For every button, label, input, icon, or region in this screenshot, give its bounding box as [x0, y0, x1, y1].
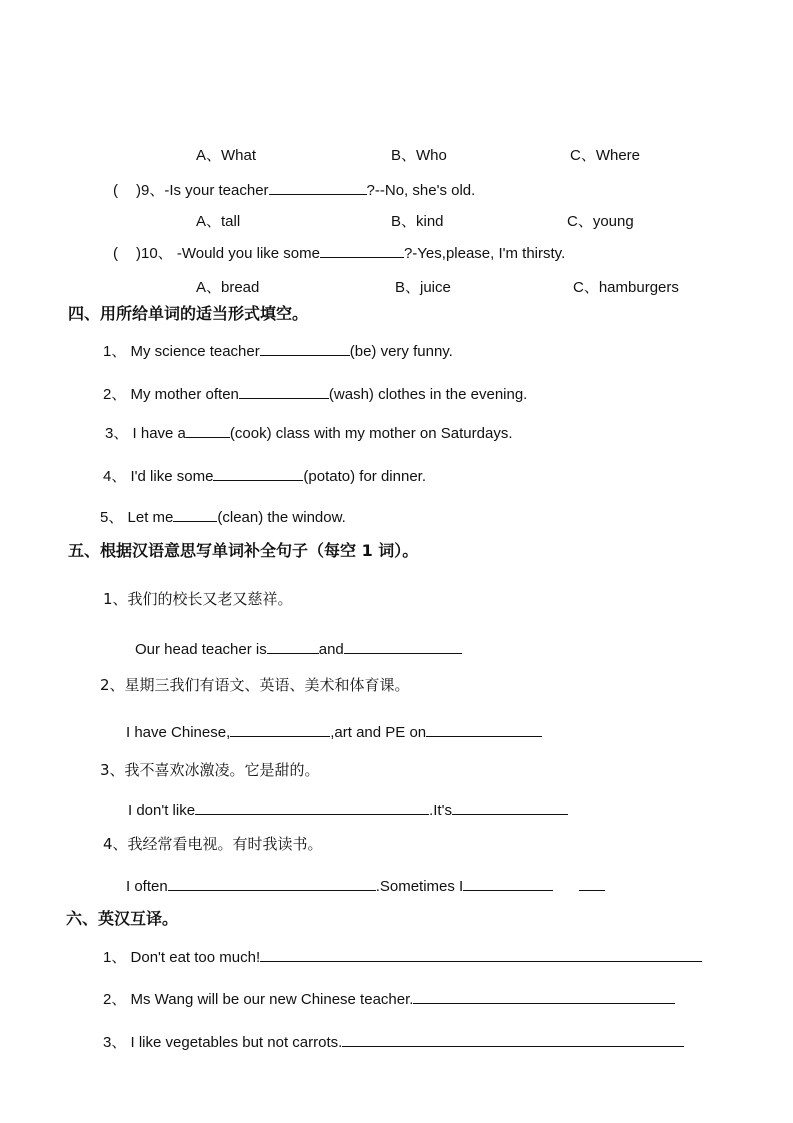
s6-item-3 — [103, 1031, 684, 1053]
q8-option-a: A、What — [196, 147, 257, 164]
s6-item-1-num: 1、 — [103, 949, 127, 966]
q9-option-b: B、kind — [391, 213, 444, 230]
s5-item-4-blank-1[interactable] — [168, 875, 376, 891]
s4-item-2-blank[interactable] — [239, 383, 329, 399]
q9-option-a: A、tall — [196, 213, 241, 230]
s5-item-2-chinese — [100, 675, 410, 695]
s5-item-1-en-b: and — [318, 641, 344, 658]
s4-item-1-num: 1、 — [103, 343, 127, 360]
s4-item-5 — [100, 506, 346, 528]
section4-title: 四、用所给单词的适当形式填空。 — [68, 304, 309, 323]
s6-item-2-num: 2、 — [103, 991, 127, 1008]
s4-item-4-num: 4、 — [103, 468, 127, 485]
s5-item-4-english — [126, 875, 605, 897]
s4-item-3-num: 3、 — [105, 425, 129, 442]
s4-item-1-pre: My science teacher — [130, 343, 260, 360]
q8-option-b: B、Who — [391, 147, 447, 164]
s5-item-4-blank-3[interactable] — [579, 875, 605, 891]
q10-paren-close: )10、 -Would you like some — [136, 245, 320, 262]
q9-question — [113, 179, 475, 201]
s5-item-2-en-b: ,art and PE on — [330, 724, 427, 741]
s4-item-3 — [105, 422, 513, 444]
s5-item-2-num: 2、 — [100, 676, 125, 694]
section5-title: 五、根据汉语意思写单词补全句子（每空 1 词）。 — [68, 541, 419, 560]
s4-item-1-blank[interactable] — [260, 340, 350, 356]
s4-item-3-pre: I have a — [132, 425, 186, 442]
s5-item-2-english — [126, 721, 542, 743]
s4-item-4-post: (potato) for dinner. — [303, 468, 426, 485]
s5-item-4-chinese — [103, 834, 323, 854]
s5-item-3-chinese — [100, 760, 320, 780]
s5-item-1-en-a: Our head teacher is — [135, 641, 267, 658]
q8-option-c: C、Where — [570, 147, 641, 164]
s5-item-4-en-a: I often — [126, 878, 168, 895]
s5-item-4-blank-2[interactable] — [463, 875, 553, 891]
s6-item-2-blank[interactable] — [413, 988, 675, 1004]
s6-item-3-text: I like vegetables but not carrots. — [130, 1034, 343, 1051]
s4-item-4-pre: I'd like some — [130, 468, 214, 485]
section6-title: 六、英汉互译。 — [66, 909, 179, 928]
s6-item-3-num: 3、 — [103, 1034, 127, 1051]
s4-item-1 — [103, 340, 453, 362]
q10-after: ?-Yes,please, I'm thirsty. — [403, 245, 566, 262]
s4-item-5-pre: Let me — [127, 509, 174, 526]
s6-item-1-blank[interactable] — [260, 946, 702, 962]
s4-item-4-blank[interactable] — [213, 465, 303, 481]
s4-item-2 — [103, 383, 527, 405]
q9-blank[interactable] — [269, 179, 367, 195]
s5-item-1-blank-1[interactable] — [267, 638, 319, 654]
s6-item-2 — [103, 988, 675, 1010]
s5-item-2-blank-1[interactable] — [230, 721, 330, 737]
q9-option-c: C、young — [567, 213, 634, 230]
s4-item-1-post: (be) very funny. — [349, 343, 453, 360]
s5-item-3-cn: 我不喜欢冰激凌。它是甜的。 — [124, 761, 320, 779]
s5-item-1-blank-2[interactable] — [344, 638, 462, 654]
s5-item-3-english — [128, 799, 568, 821]
s4-item-3-blank[interactable] — [186, 422, 230, 438]
s5-item-1-num: 1、 — [103, 590, 128, 608]
s5-item-4-cn: 我经常看电视。有时我读书。 — [127, 835, 323, 853]
s4-item-5-blank[interactable] — [173, 506, 217, 522]
q10-blank[interactable] — [320, 242, 404, 258]
s5-item-1-chinese — [103, 589, 293, 609]
q9-after: ?--No, she's old. — [366, 182, 476, 199]
s5-item-2-cn: 星期三我们有语文、英语、美术和体育课。 — [124, 676, 410, 694]
s6-item-2-text: Ms Wang will be our new Chinese teacher. — [130, 991, 414, 1008]
s4-item-3-post: (cook) class with my mother on Saturdays. — [229, 425, 513, 442]
s4-item-2-post: (wash) clothes in the evening. — [328, 386, 528, 403]
s5-item-4-en-b: .Sometimes I — [375, 878, 464, 895]
s6-item-1 — [103, 946, 702, 968]
s5-item-1-english — [135, 638, 462, 660]
s5-item-2-en-a: I have Chinese, — [126, 724, 231, 741]
s4-item-4 — [103, 465, 426, 487]
s5-item-2-blank-2[interactable] — [426, 721, 542, 737]
s4-item-2-num: 2、 — [103, 386, 127, 403]
q10-option-b: B、juice — [395, 279, 451, 296]
s4-item-5-post: (clean) the window. — [217, 509, 346, 526]
q10-paren-open: ( — [113, 245, 118, 262]
s5-item-3-num: 3、 — [100, 761, 125, 779]
q10-question — [113, 242, 565, 264]
s6-item-1-text: Don't eat too much! — [130, 949, 261, 966]
s5-item-1-cn: 我们的校长又老又慈祥。 — [127, 590, 293, 608]
s5-item-3-en-a: I don't like — [128, 802, 196, 819]
s4-item-2-pre: My mother often — [130, 386, 239, 403]
s6-item-3-blank[interactable] — [342, 1031, 684, 1047]
s5-item-4-num: 4、 — [103, 835, 128, 853]
q10-option-c: C、hamburgers — [573, 279, 679, 296]
q9-paren-close: )9、-Is your teacher — [136, 182, 269, 199]
s4-item-5-num: 5、 — [100, 509, 124, 526]
s5-item-3-blank-1[interactable] — [195, 799, 429, 815]
s5-item-3-blank-2[interactable] — [452, 799, 568, 815]
s5-item-3-en-b: .It's — [429, 802, 452, 819]
q10-option-a: A、bread — [196, 279, 260, 296]
q9-paren-open: ( — [113, 182, 118, 199]
